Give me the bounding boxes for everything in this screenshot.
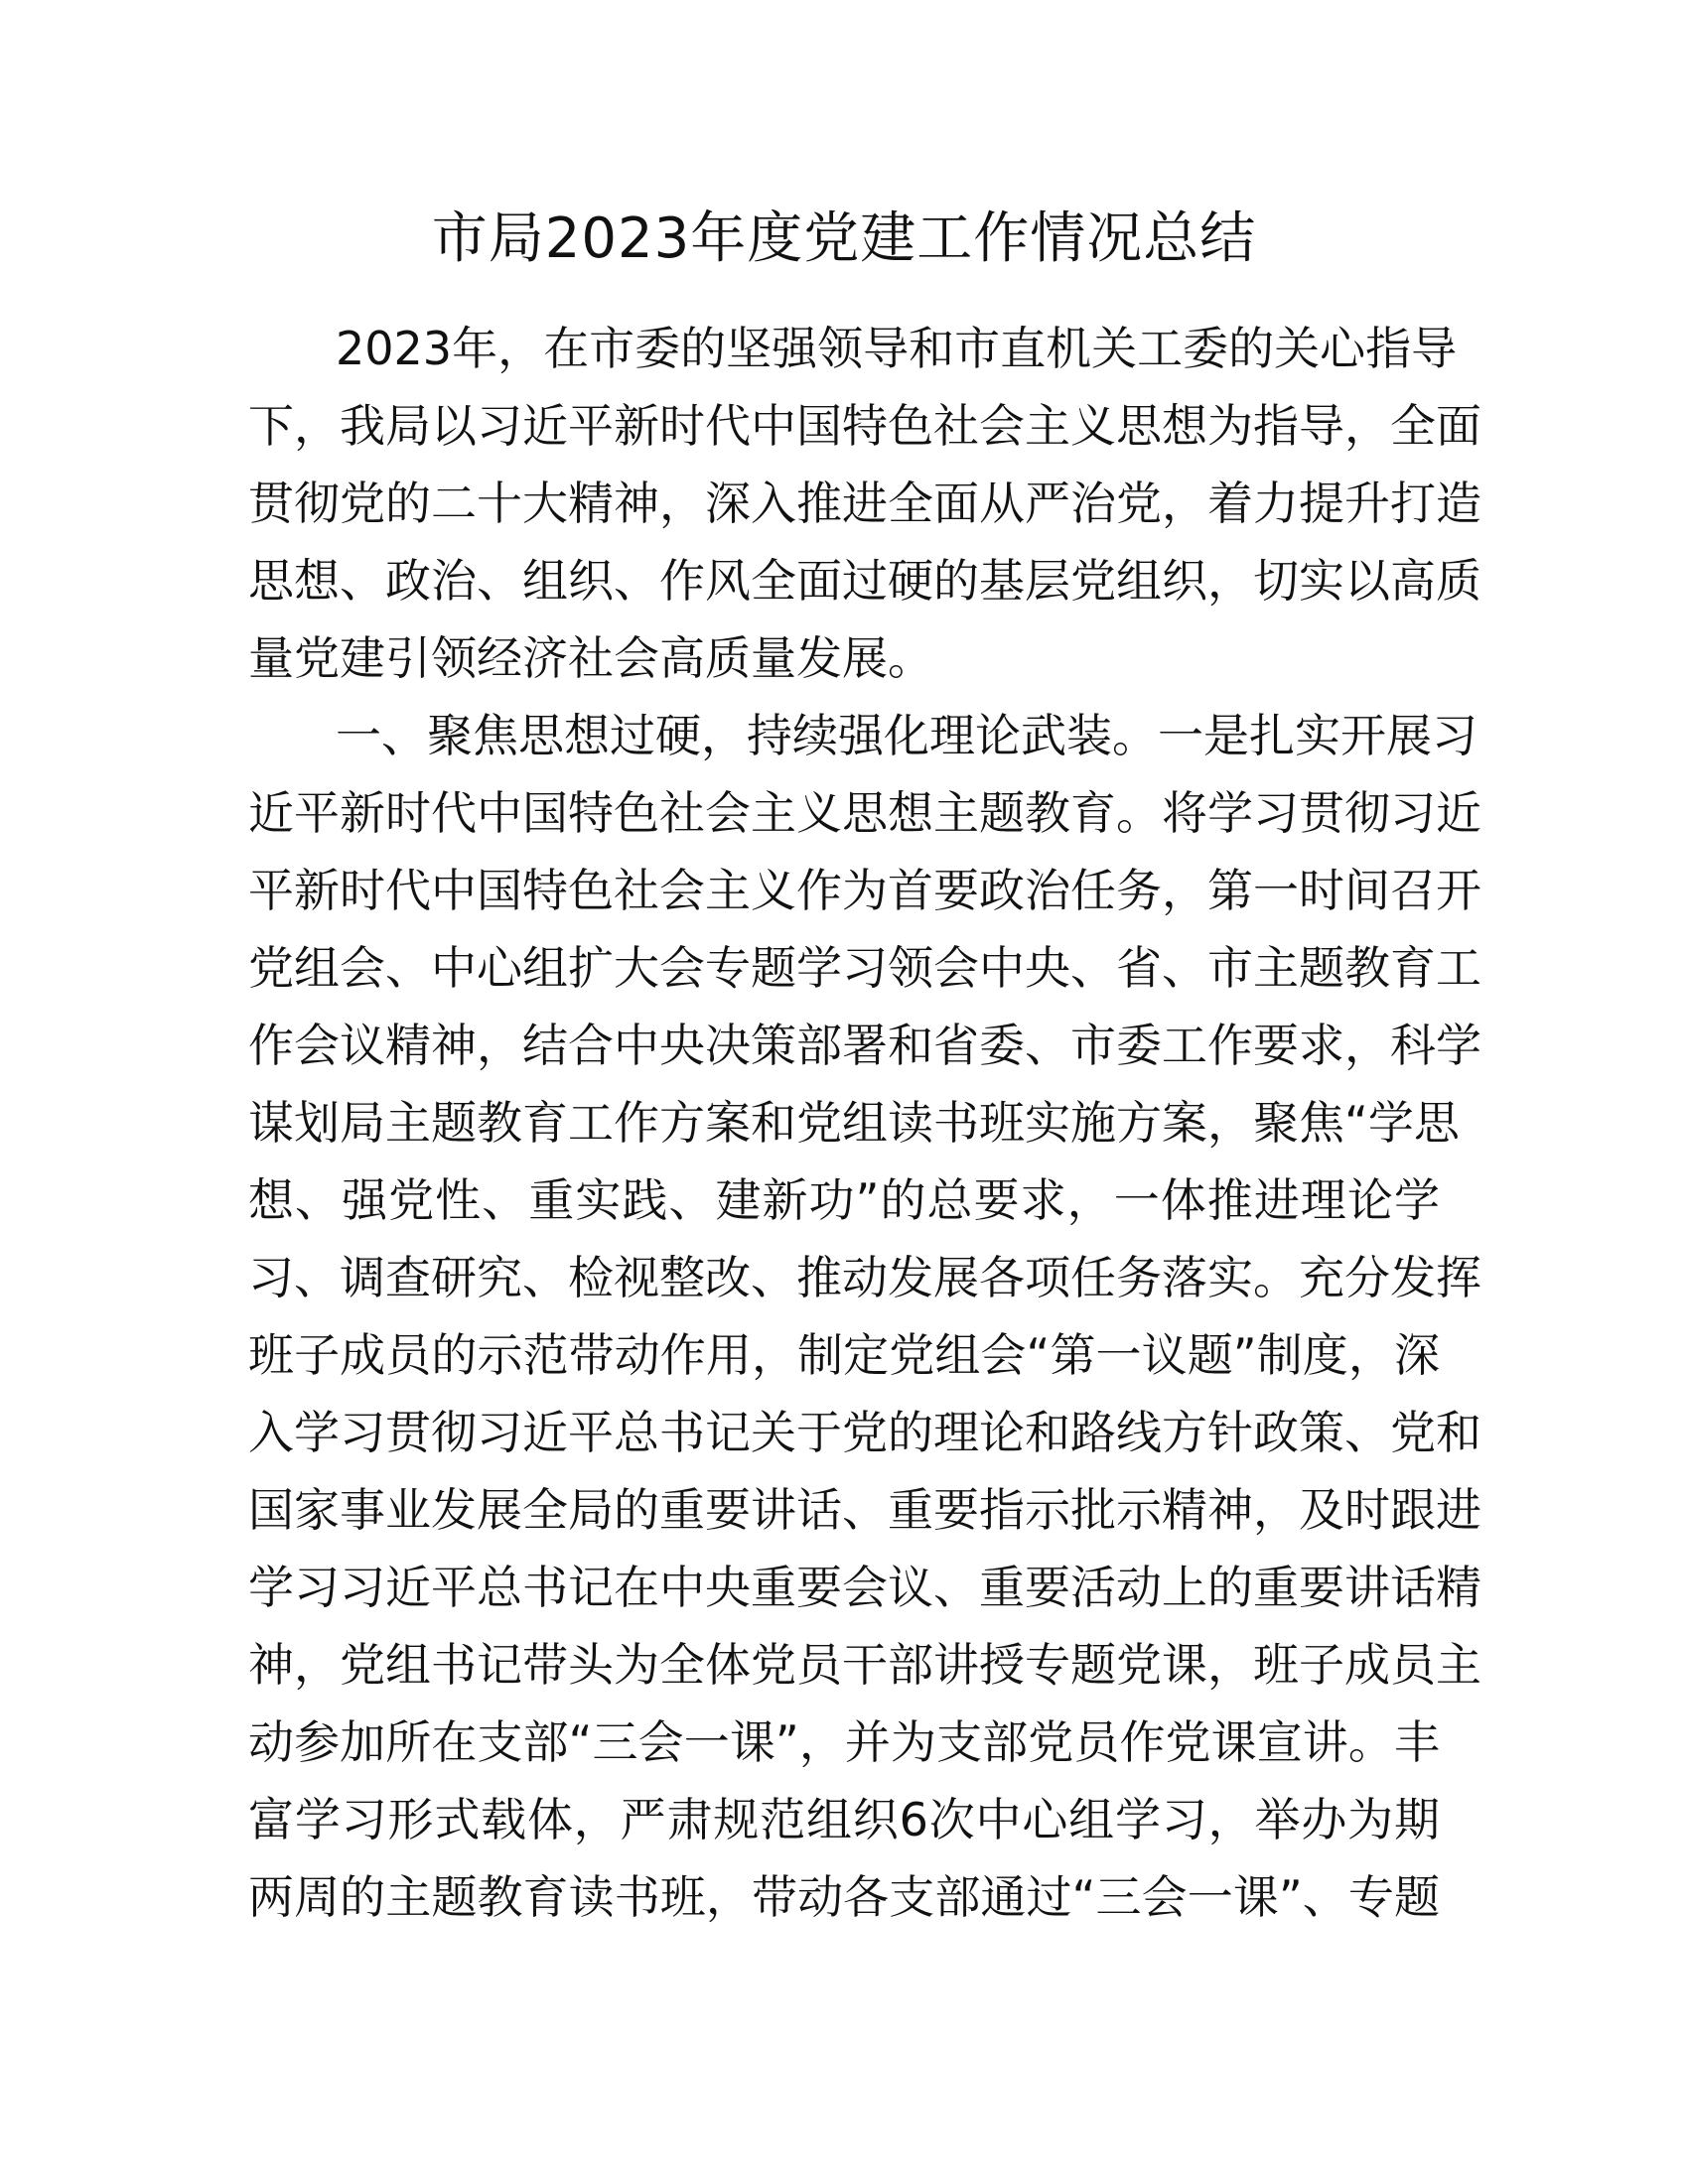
paragraph-line: 想、强党性、重实践、建新功”的总要求，一体推进理论学 bbox=[248, 1173, 1440, 1227]
paragraph-line: 富学习形式载体，严肃规范组织6次中心组学习，举办为期 bbox=[248, 1793, 1440, 1846]
paragraph-line: 谋划局主题教育工作方案和党组读书班实施方案，聚焦“学思 bbox=[248, 1096, 1460, 1150]
paragraph-intro bbox=[248, 310, 1481, 697]
paragraph-line: 作会议精神，结合中央决策部署和省委、市委工作要求，科学 bbox=[248, 1019, 1481, 1072]
paragraph-line: 贯彻党的二十大精神，深入推进全面从严治党，着力提升打造 bbox=[248, 477, 1481, 530]
paragraph-section-one bbox=[248, 697, 1481, 1936]
paragraph-line: 量党建引领经济社会高质量发展。 bbox=[248, 631, 933, 685]
document-title: 市局2023年度党建工作情况总结 bbox=[431, 206, 1257, 271]
paragraph-line: 习、调查研究、检视整改、推动发展各项任务落实。充分发挥 bbox=[248, 1251, 1481, 1304]
paragraph-line: 下，我局以习近平新时代中国特色社会主义思想为指导，全面 bbox=[248, 399, 1481, 453]
paragraph-line: 近平新时代中国特色社会主义思想主题教育。将学习贯彻习近 bbox=[248, 786, 1481, 840]
paragraph-line: 党组会、中心组扩大会专题学习领会中央、省、市主题教育工 bbox=[248, 941, 1481, 995]
paragraph-line: 动参加所在支部“三会一课”，并为支部党员作党课宣讲。丰 bbox=[248, 1715, 1440, 1769]
paragraph-line: 平新时代中国特色社会主义作为首要政治任务，第一时间召开 bbox=[248, 864, 1481, 917]
paragraph-line: 两周的主题教育读书班，带动各支部通过“三会一课”、专题 bbox=[248, 1870, 1440, 1924]
paragraph-line: 学习习近平总书记在中央重要会议、重要活动上的重要讲话精 bbox=[248, 1561, 1481, 1614]
paragraph-line: 神，党组书记带头为全体党员干部讲授专题党课，班子成员主 bbox=[248, 1638, 1481, 1692]
paragraph-line: 班子成员的示范带动作用，制定党组会“第一议题”制度，深 bbox=[248, 1328, 1440, 1382]
paragraph-line: 国家事业发展全局的重要讲话、重要指示批示精神，及时跟进 bbox=[248, 1483, 1481, 1537]
paragraph-line: 入学习贯彻习近平总书记关于党的理论和路线方针政策、党和 bbox=[248, 1406, 1481, 1459]
paragraph-line: 思想、政治、组织、作风全面过硬的基层党组织，切实以高质 bbox=[248, 554, 1481, 608]
paragraph-line: 2023年，在市委的坚强领导和市直机关工委的关心指导 bbox=[336, 322, 1458, 375]
paragraph-line: 一、聚焦思想过硬，持续强化理论武装。一是扎实开展习 bbox=[336, 709, 1477, 762]
